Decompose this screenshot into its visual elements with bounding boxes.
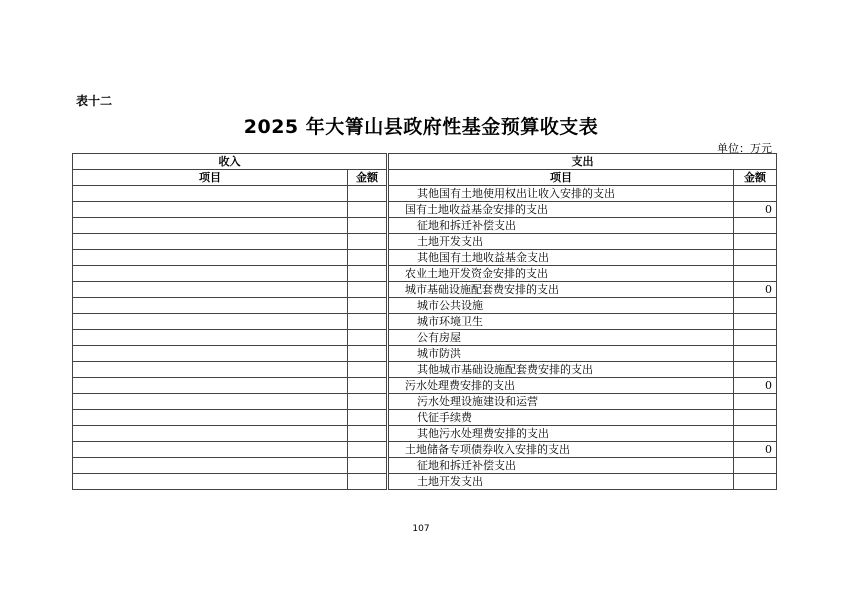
income-amount-cell — [348, 266, 388, 282]
expenditure-item-cell: 城市防洪 — [388, 346, 734, 362]
expenditure-item-cell: 污水处理设施建设和运营 — [388, 394, 734, 410]
expenditure-amount-cell: 0 — [734, 442, 777, 458]
expenditure-item-cell: 土地开发支出 — [388, 234, 734, 250]
expenditure-amount-cell — [734, 218, 777, 234]
table-row — [73, 410, 777, 426]
table-row — [73, 266, 777, 282]
income-amount-cell — [348, 442, 388, 458]
expenditure-item-cell: 城市基础设施配套费安排的支出 — [388, 282, 734, 298]
expenditure-amount-cell — [734, 298, 777, 314]
income-amount-cell — [348, 234, 388, 250]
expenditure-amount-cell — [734, 250, 777, 266]
income-item-cell — [73, 218, 348, 234]
income-item-cell — [73, 442, 348, 458]
table-row — [73, 186, 777, 202]
income-amount-cell — [348, 474, 388, 490]
income-item-cell — [73, 314, 348, 330]
expenditure-amount-cell — [734, 426, 777, 442]
expenditure-item-cell: 土地开发支出 — [388, 474, 734, 490]
table-row — [73, 330, 777, 346]
income-item-cell — [73, 378, 348, 394]
income-amount-cell — [348, 186, 388, 202]
income-amount-cell — [348, 346, 388, 362]
income-item-cell — [73, 426, 348, 442]
income-amount-cell — [348, 202, 388, 218]
income-amount-cell — [348, 458, 388, 474]
table-row — [73, 442, 777, 458]
income-item-cell — [73, 410, 348, 426]
expenditure-amount-cell — [734, 234, 777, 250]
expenditure-item-cell: 公有房屋 — [388, 330, 734, 346]
table-row — [73, 378, 777, 394]
table-row — [73, 218, 777, 234]
income-item-header: 项目 — [73, 170, 348, 186]
expenditure-item-cell: 其他国有土地使用权出让收入安排的支出 — [388, 186, 734, 202]
expenditure-item-header: 项目 — [388, 170, 734, 186]
income-item-cell — [73, 234, 348, 250]
column-header-row — [73, 170, 777, 186]
expenditure-item-cell: 其他污水处理费安排的支出 — [388, 426, 734, 442]
income-amount-cell — [348, 426, 388, 442]
table-number-label: 表十二 — [76, 94, 113, 108]
page-number: 107 — [412, 524, 430, 534]
income-amount-cell — [348, 250, 388, 266]
expenditure-item-cell: 其他国有土地收益基金支出 — [388, 250, 734, 266]
income-amount-cell — [348, 394, 388, 410]
expenditure-amount-header: 金额 — [734, 170, 777, 186]
table-row — [73, 298, 777, 314]
income-amount-cell — [348, 410, 388, 426]
income-amount-cell — [348, 330, 388, 346]
income-amount-cell — [348, 282, 388, 298]
expenditure-item-cell: 国有土地收益基金安排的支出 — [388, 202, 734, 218]
expenditure-item-cell: 农业土地开发资金安排的支出 — [388, 266, 734, 282]
table-row — [73, 394, 777, 410]
table-row — [73, 202, 777, 218]
budget-table — [72, 153, 777, 490]
document-title: 2025 年大箐山县政府性基金预算收支表 — [243, 116, 599, 138]
income-item-cell — [73, 458, 348, 474]
income-item-cell — [73, 346, 348, 362]
table-row — [73, 426, 777, 442]
expenditure-item-cell: 土地储备专项债券收入安排的支出 — [388, 442, 734, 458]
income-item-cell — [73, 266, 348, 282]
expenditure-amount-cell: 0 — [734, 282, 777, 298]
unit-label: 单位：万元 — [717, 142, 772, 155]
expenditure-amount-cell — [734, 458, 777, 474]
income-item-cell — [73, 362, 348, 378]
table-row — [73, 346, 777, 362]
income-amount-header: 金额 — [348, 170, 388, 186]
income-item-cell — [73, 394, 348, 410]
income-amount-cell — [348, 218, 388, 234]
expenditure-amount-cell — [734, 410, 777, 426]
income-item-cell — [73, 282, 348, 298]
income-amount-cell — [348, 362, 388, 378]
expenditure-section-header: 支出 — [388, 154, 777, 170]
expenditure-amount-cell: 0 — [734, 202, 777, 218]
income-item-cell — [73, 474, 348, 490]
expenditure-amount-cell — [734, 394, 777, 410]
income-item-cell — [73, 250, 348, 266]
expenditure-item-cell: 征地和拆迁补偿支出 — [388, 458, 734, 474]
expenditure-amount-cell: 0 — [734, 378, 777, 394]
expenditure-item-cell: 代征手续费 — [388, 410, 734, 426]
expenditure-amount-cell — [734, 266, 777, 282]
table-row — [73, 458, 777, 474]
income-item-cell — [73, 202, 348, 218]
income-item-cell — [73, 298, 348, 314]
expenditure-item-cell: 城市环境卫生 — [388, 314, 734, 330]
expenditure-amount-cell — [734, 314, 777, 330]
table-row — [73, 474, 777, 490]
income-amount-cell — [348, 298, 388, 314]
expenditure-amount-cell — [734, 346, 777, 362]
expenditure-item-cell: 征地和拆迁补偿支出 — [388, 218, 734, 234]
expenditure-item-cell: 其他城市基础设施配套费安排的支出 — [388, 362, 734, 378]
section-header-row — [73, 154, 777, 170]
table-row — [73, 282, 777, 298]
expenditure-item-cell: 城市公共设施 — [388, 298, 734, 314]
expenditure-amount-cell — [734, 362, 777, 378]
expenditure-amount-cell — [734, 330, 777, 346]
income-amount-cell — [348, 314, 388, 330]
income-item-cell — [73, 330, 348, 346]
table-row — [73, 234, 777, 250]
income-item-cell — [73, 186, 348, 202]
table-row — [73, 314, 777, 330]
income-section-header: 收入 — [73, 154, 388, 170]
expenditure-amount-cell — [734, 474, 777, 490]
expenditure-amount-cell — [734, 186, 777, 202]
expenditure-item-cell: 污水处理费安排的支出 — [388, 378, 734, 394]
table-row — [73, 362, 777, 378]
table-row — [73, 250, 777, 266]
income-amount-cell — [348, 378, 388, 394]
